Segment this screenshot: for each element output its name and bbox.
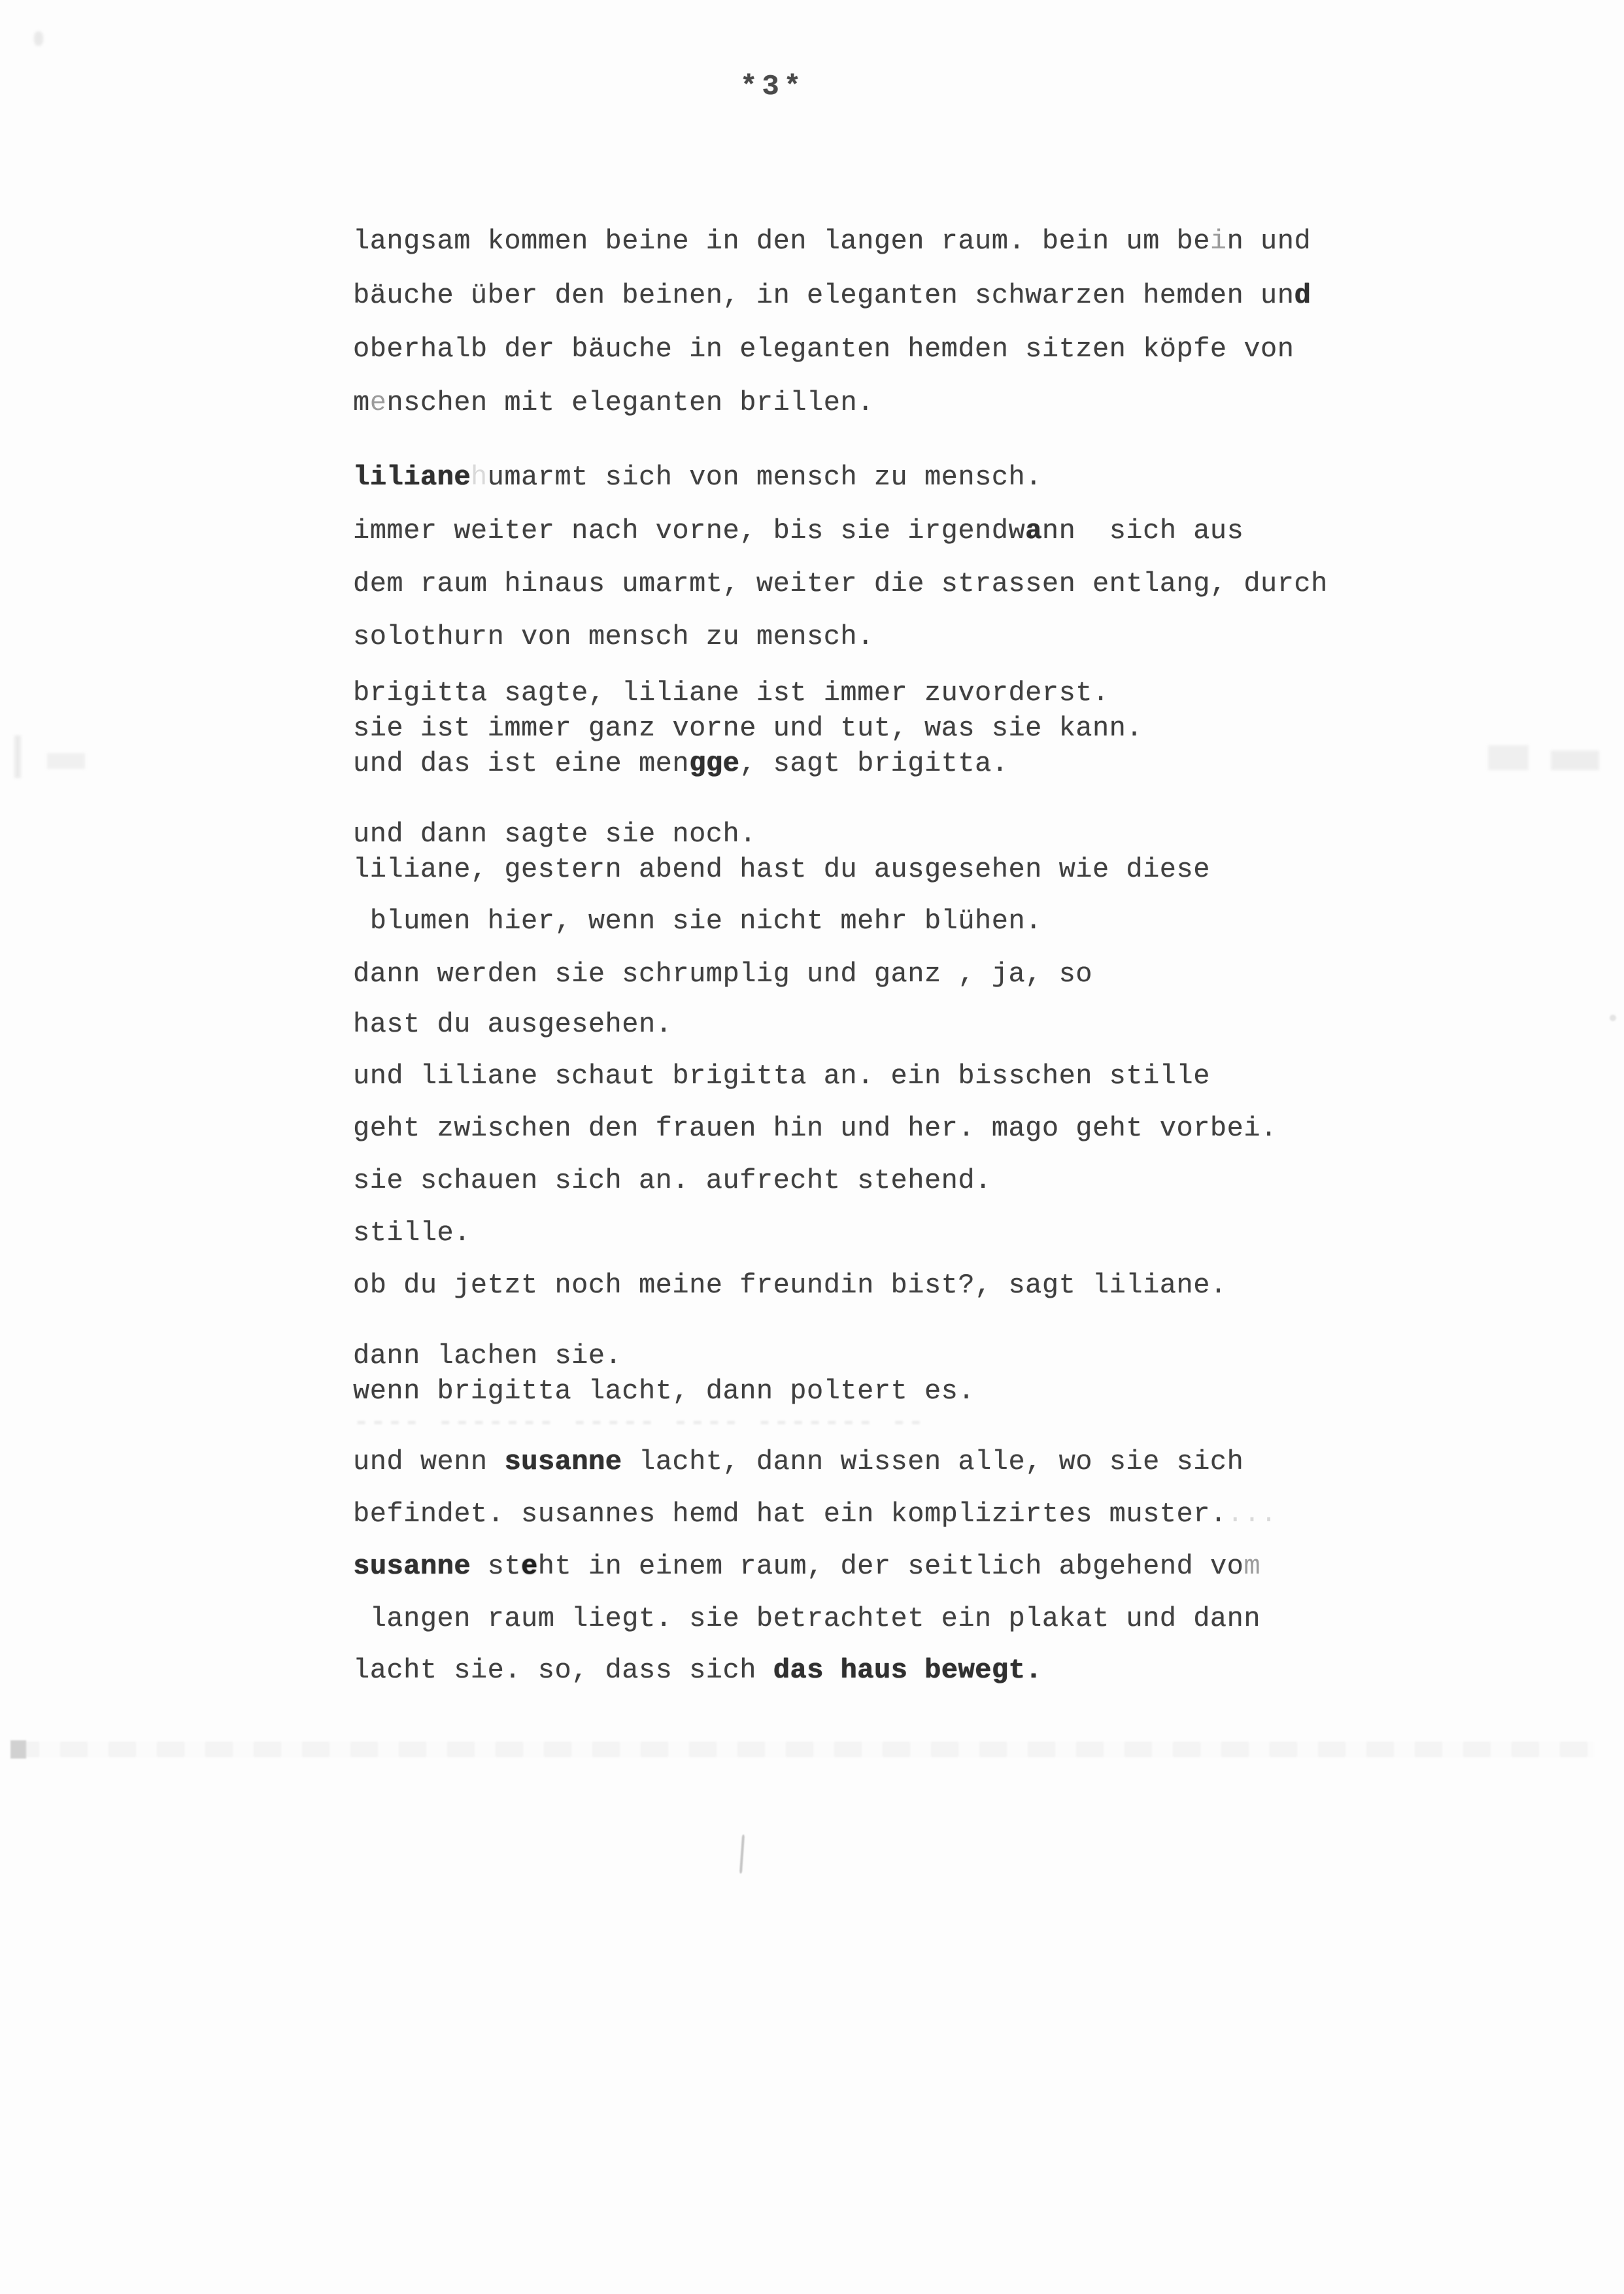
scan-artifact-band-left-tick	[10, 1740, 26, 1759]
text-line: lilianehumarmt sich von mensch zu mensch.	[353, 462, 1042, 493]
text-line: und liliane schaut brigitta an. ein bisschen stille	[353, 1060, 1210, 1092]
text-line: langen raum liegt. sie betrachtet ein plakat und dann	[353, 1603, 1261, 1634]
scan-artifact-right-edge-dot	[1610, 1015, 1616, 1021]
text-line: ---- ------- ----- ---- ------- --	[353, 1407, 924, 1438]
text-line: sie ist immer ganz vorne und tut, was sie kann.	[353, 713, 1143, 744]
text-line: sie schauen sich an. aufrecht stehend.	[353, 1165, 992, 1196]
page-number: *3*	[740, 71, 806, 103]
text-line: und dann sagte sie noch.	[353, 818, 756, 850]
text-line: dann werden sie schrumplig und ganz , ja, so	[353, 958, 1092, 990]
scan-artifact-left-smudge	[14, 735, 21, 778]
text-line: wenn brigitta lacht, dann poltert es.	[353, 1375, 975, 1407]
text-line: dann lachen sie.	[353, 1340, 622, 1372]
text-line: geht zwischen den frauen hin und her. mago geht vorbei.	[353, 1113, 1277, 1144]
text-line: menschen mit eleganten brillen.	[353, 387, 874, 418]
scan-artifact-horizontal-band	[12, 1742, 1594, 1757]
text-line: lacht sie. so, dass sich das haus bewegt.	[353, 1655, 1042, 1686]
scan-artifact-top-left-mark	[34, 31, 43, 46]
text-line: langsam kommen beine in den langen raum. bein um bein und	[353, 226, 1311, 257]
scan-artifact-vertical-squiggle	[739, 1834, 745, 1874]
text-line: dem raum hinaus umarmt, weiter die strassen entlang, durch	[353, 568, 1328, 599]
text-line: solothurn von mensch zu mensch.	[353, 621, 874, 652]
text-line: oberhalb der bäuche in eleganten hemden sitzen köpfe von	[353, 333, 1294, 365]
text-line: immer weiter nach vorne, bis sie irgendwann sich aus	[353, 515, 1244, 547]
text-line: brigitta sagte, liliane ist immer zuvorderst.	[353, 677, 1109, 709]
scan-artifact-right-smudge	[1488, 745, 1529, 770]
text-line: stille.	[353, 1217, 471, 1249]
text-line: befindet. susannes hemd hat ein komplizirtes muster....	[353, 1498, 1277, 1530]
text-line: hast du ausgesehen.	[353, 1009, 673, 1040]
scan-artifact-left-smudge	[47, 753, 85, 769]
text-line: liliane, gestern abend hast du ausgesehen wie diese	[353, 854, 1210, 885]
text-line: blumen hier, wenn sie nicht mehr blühen.	[353, 905, 1042, 937]
text-line: und das ist eine mengge, sagt brigitta.	[353, 748, 1009, 779]
text-line: und wenn susanne lacht, dann wissen alle, wo sie sich	[353, 1446, 1244, 1477]
scan-artifact-right-smudge	[1551, 751, 1599, 770]
text-line: susanne steht in einem raum, der seitlich abgehend vom	[353, 1551, 1261, 1582]
text-line: bäuche über den beinen, in eleganten schwarzen hemden und	[353, 280, 1311, 311]
text-line: ob du jetzt noch meine freundin bist?, sagt liliane.	[353, 1270, 1227, 1301]
